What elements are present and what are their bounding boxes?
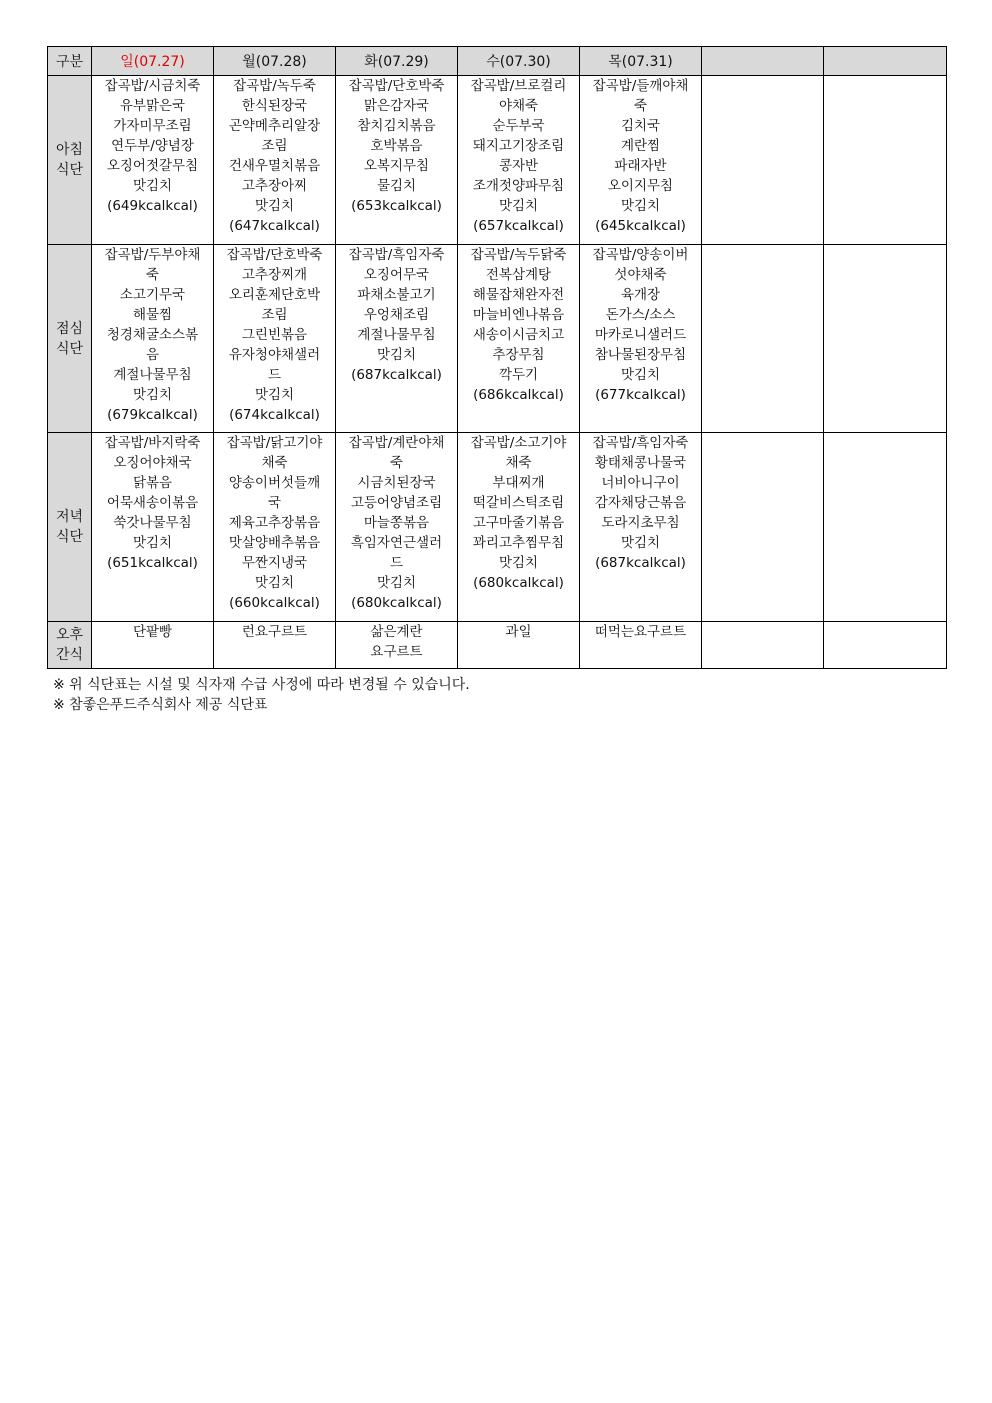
day-header-empty-2 [824, 47, 947, 76]
header-row [48, 47, 947, 76]
menu-cell-empty [702, 622, 824, 669]
menu-cell-empty [824, 245, 947, 433]
footnotes [47, 675, 946, 715]
menu-cell-empty [702, 433, 824, 622]
menu-cell: 과일 [458, 622, 580, 669]
meal-plan-page [47, 46, 946, 715]
day-header-tuesday: 화(07.29) [336, 47, 458, 76]
dinner-label: 저녁 식단 [48, 433, 92, 622]
menu-cell: 잡곡밥/단호박죽 맑은감자국 참치김치볶음 호박볶음 오복지무침 물김치 (653kcalkcal) [336, 76, 458, 245]
menu-cell: 잡곡밥/닭고기야 채죽 양송이버섯들깨 국 제육고추장볶음 맛살양배추볶음 무짠지냉국 맛김치 (660kcalkcal) [214, 433, 336, 622]
snack-label: 오후 간식 [48, 622, 92, 669]
menu-cell: 잡곡밥/들깨야채 죽 김치국 계란찜 파래자반 오이지무침 맛김치 (645kcalkcal) [580, 76, 702, 245]
menu-cell: 잡곡밥/단호박죽 고추장찌개 오리훈제단호박 조림 그린빈볶음 유자청야채샐러 드 맛김치 (674kcalkcal) [214, 245, 336, 433]
day-header-wednesday: 수(07.30) [458, 47, 580, 76]
day-header-monday: 월(07.28) [214, 47, 336, 76]
day-header-empty-1 [702, 47, 824, 76]
menu-cell-empty [702, 76, 824, 245]
footnote-change-notice: ※ 위 식단표는 시설 및 식자재 수급 사정에 따라 변경될 수 있습니다. [53, 677, 470, 693]
menu-cell-empty [824, 433, 947, 622]
day-header-sunday: 일(07.27) [92, 47, 214, 76]
menu-cell: 잡곡밥/흑임자죽 오징어무국 파채소불고기 우엉채조림 계절나물무침 맛김치 (687kcalkcal) [336, 245, 458, 433]
menu-cell: 잡곡밥/계란야채 죽 시금치된장국 고등어양념조림 마늘쫑볶음 흑임자연근샐러 드 맛김치 (680kcalkcal) [336, 433, 458, 622]
menu-cell: 잡곡밥/녹두닭죽 전복삼계탕 해물잡채완자전 마늘비엔나볶음 새송이시금치고 추장무침 깍두기 (686kcalkcal) [458, 245, 580, 433]
footnote-provider: ※ 참좋은푸드주식회사 제공 식단표 [53, 697, 268, 713]
menu-cell: 잡곡밥/두부야채 죽 소고기무국 해물찜 청경채굴소스볶 음 계절나물무침 맛김치 (679kcalkcal) [92, 245, 214, 433]
menu-cell: 잡곡밥/바지락죽 오징어야채국 닭볶음 어묵새송이볶음 쑥갓나물무침 맛김치 (651kcalkcal) [92, 433, 214, 622]
menu-cell: 잡곡밥/소고기야 채죽 부대찌개 떡갈비스틱조림 고구마줄기볶음 꽈리고추찜무침 맛김치 (680kcalkcal) [458, 433, 580, 622]
breakfast-row [48, 76, 947, 245]
menu-cell: 떠먹는요구르트 [580, 622, 702, 669]
header-label: 구분 [48, 47, 92, 76]
menu-cell: 잡곡밥/양송이버 섯야채죽 육개장 돈가스/소스 마카로니샐러드 참나물된장무침 맛김치 (677kcalkcal) [580, 245, 702, 433]
weekly-meal-table [47, 46, 947, 669]
menu-cell: 잡곡밥/브로컬리 야채죽 순두부국 돼지고기장조림 콩자반 조개젓양파무침 맛김치 (657kcalkcal) [458, 76, 580, 245]
breakfast-label: 아침 식단 [48, 76, 92, 245]
lunch-row [48, 245, 947, 433]
menu-cell-empty [824, 76, 947, 245]
menu-cell: 잡곡밥/흑임자죽 황태채콩나물국 너비아니구이 감자채당근볶음 도라지초무침 맛김치 (687kcalkcal) [580, 433, 702, 622]
menu-cell: 잡곡밥/녹두죽 한식된장국 곤약메추리알장 조림 건새우멸치볶음 고추장아찌 맛김치 (647kcalkcal) [214, 76, 336, 245]
dinner-row [48, 433, 947, 622]
menu-cell: 런요구르트 [214, 622, 336, 669]
snack-row [48, 622, 947, 669]
menu-cell: 삶은계란 요구르트 [336, 622, 458, 669]
day-header-thursday: 목(07.31) [580, 47, 702, 76]
lunch-label: 점심 식단 [48, 245, 92, 433]
menu-cell-empty [824, 622, 947, 669]
menu-cell-empty [702, 245, 824, 433]
menu-cell: 단팥빵 [92, 622, 214, 669]
menu-cell: 잡곡밥/시금치죽 유부맑은국 가자미무조림 연두부/양념장 오징어젓갈무침 맛김치 (649kcalkcal) [92, 76, 214, 245]
